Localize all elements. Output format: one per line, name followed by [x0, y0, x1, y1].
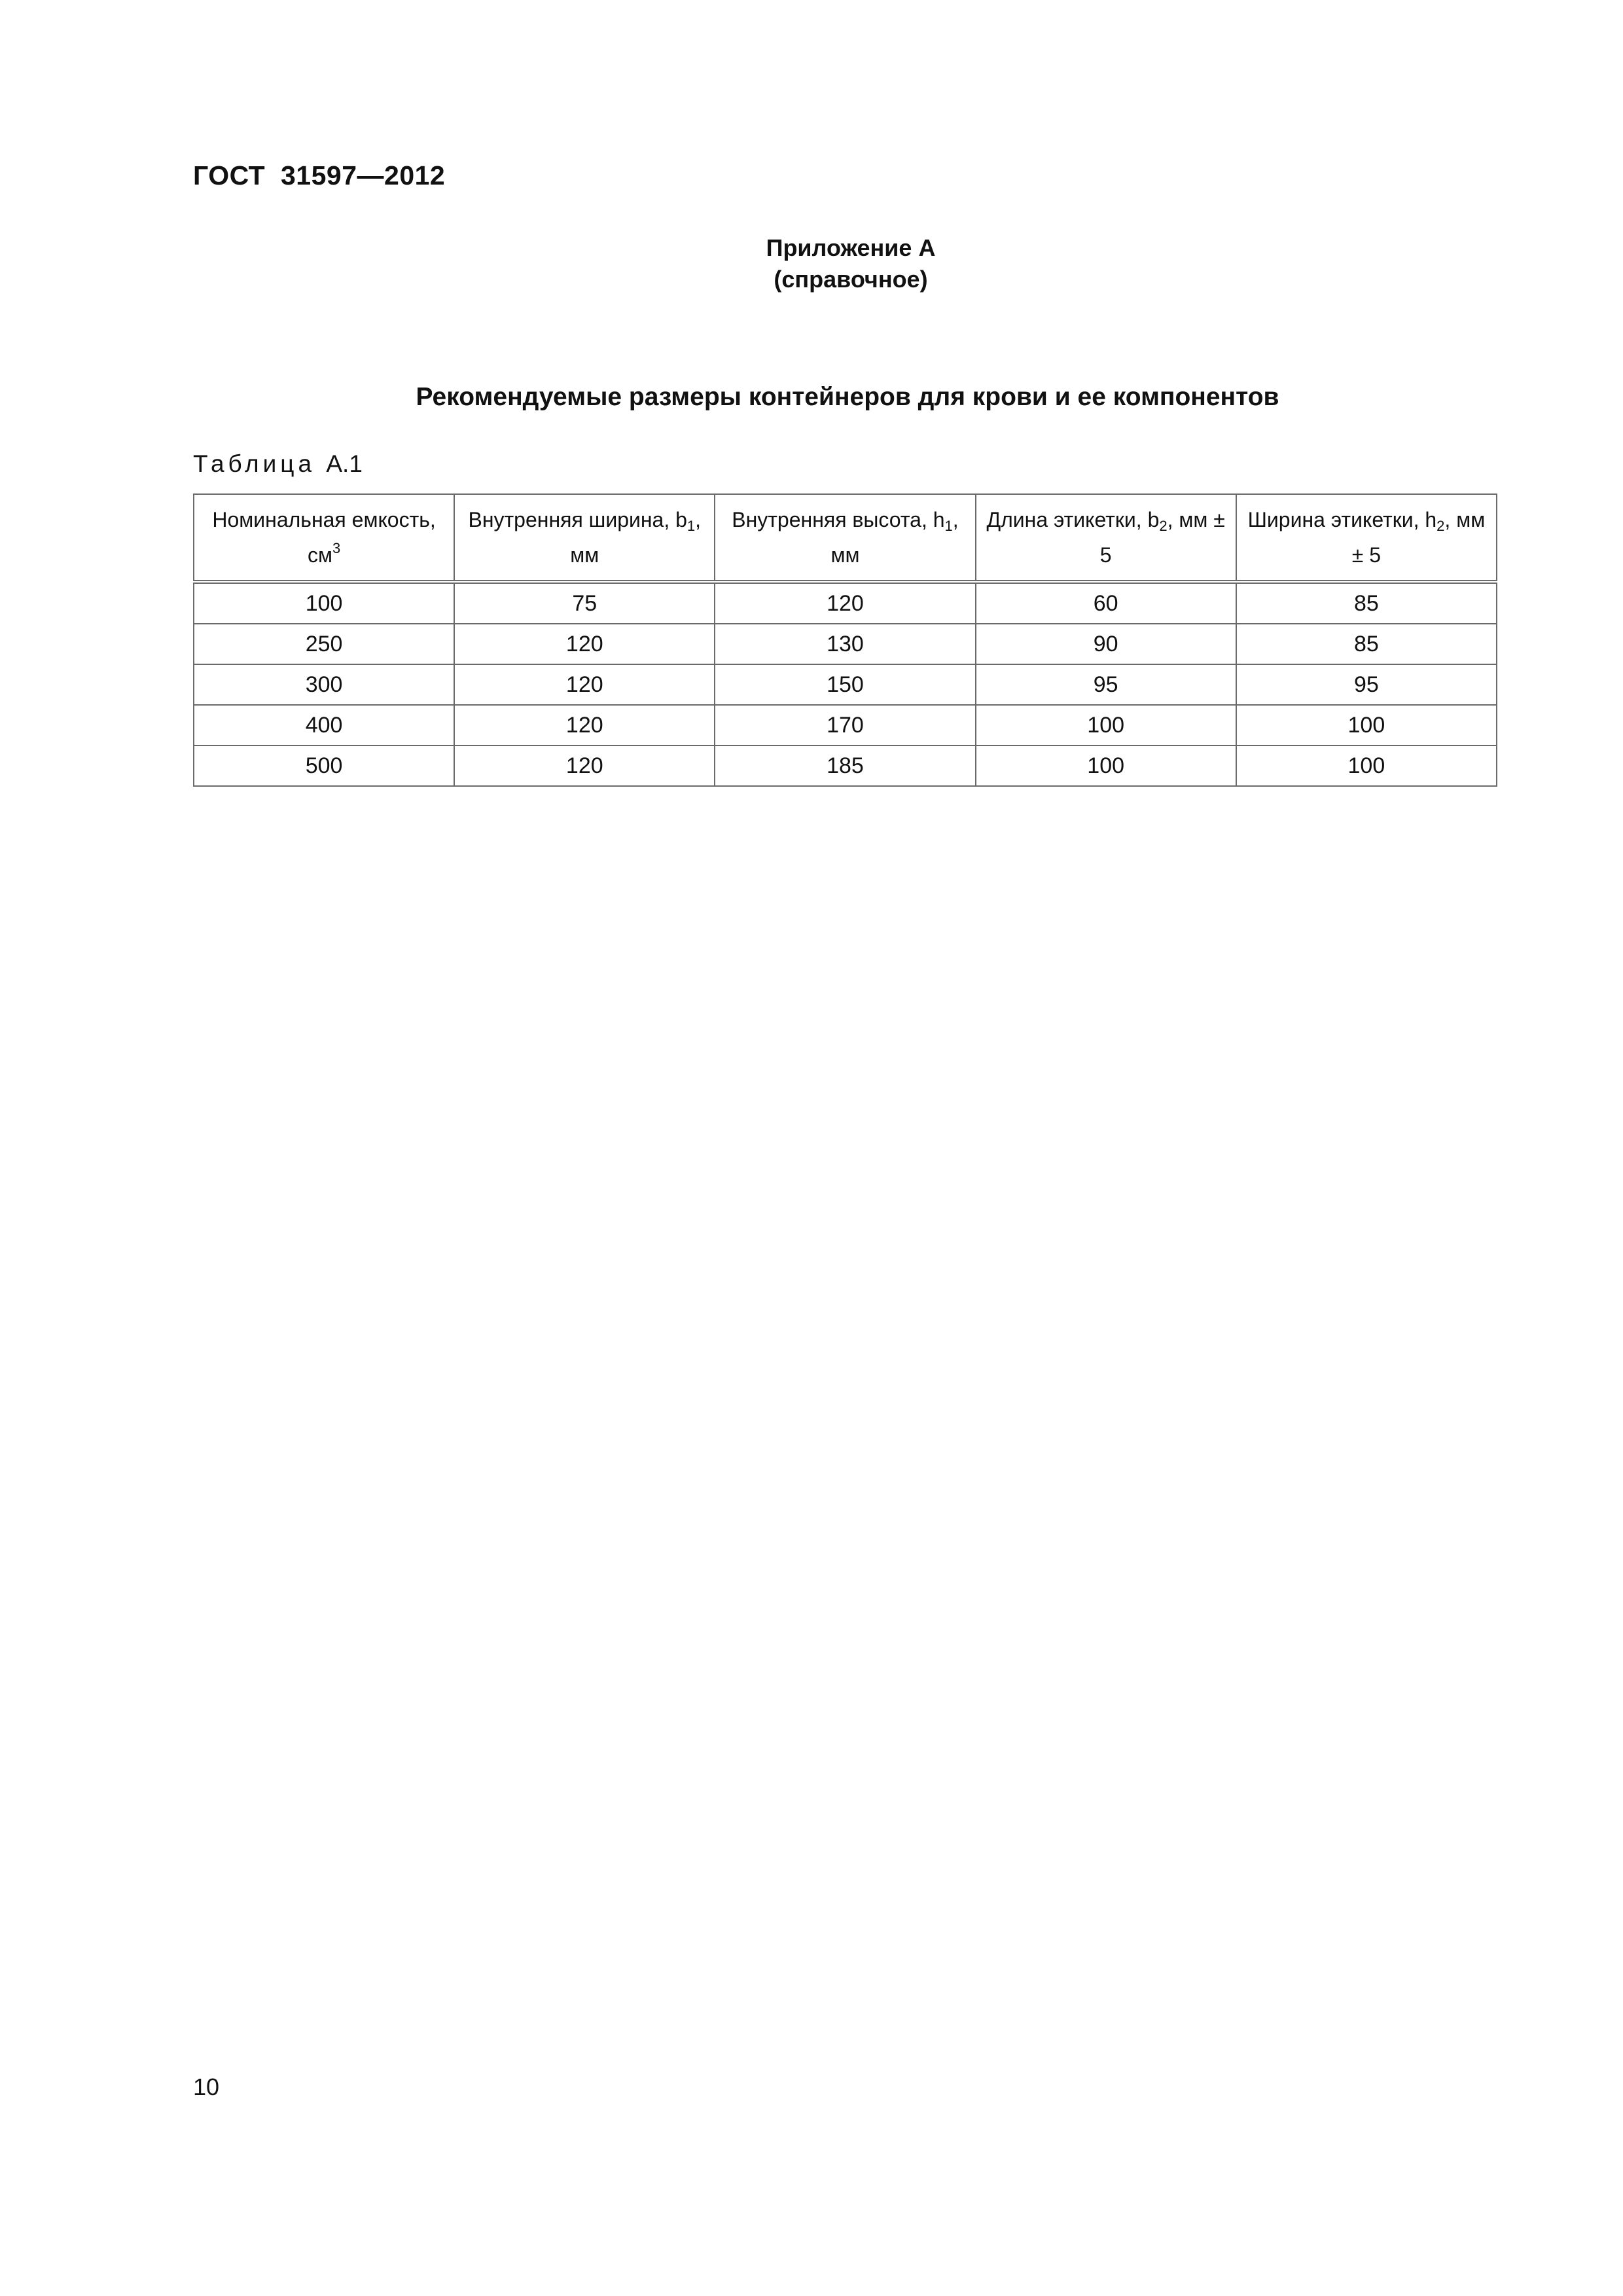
- table-cell: 90: [976, 624, 1236, 664]
- table-cell: 75: [454, 582, 715, 624]
- table-cell: 100: [194, 582, 454, 624]
- table-row: [194, 582, 1497, 624]
- table-cell: 85: [1236, 582, 1497, 624]
- table-cell: 250: [194, 624, 454, 664]
- table-cell: 170: [715, 705, 975, 745]
- table-caption-word: Таблица: [193, 450, 316, 477]
- table-cell: 100: [1236, 745, 1497, 786]
- data-table: [193, 493, 1497, 787]
- table-cell: 500: [194, 745, 454, 786]
- annex-title: Приложение А: [766, 234, 936, 261]
- table-row: [194, 705, 1497, 745]
- header-cell-label-width: Ширина этикетки, $h_2$, мм ± 5: [1236, 494, 1497, 582]
- table-header-row: [194, 494, 1497, 582]
- table-cell: 95: [1236, 664, 1497, 705]
- table-cell: 120: [454, 745, 715, 786]
- table-cell: 85: [1236, 624, 1497, 664]
- page-number: 10: [193, 2073, 220, 2100]
- table-cell: 100: [1236, 705, 1497, 745]
- table-caption: [193, 450, 363, 478]
- header-cell-capacity: Номинальная емкость, $см^3$: [194, 494, 454, 582]
- table-row: [194, 664, 1497, 705]
- table-cell: 300: [194, 664, 454, 705]
- table-cell: 120: [454, 664, 715, 705]
- table-cell: 100: [976, 705, 1236, 745]
- table-cell: 60: [976, 582, 1236, 624]
- header-cell-label-length: Длина этикетки, $b_2$, мм ± 5: [976, 494, 1236, 582]
- table-cell: 185: [715, 745, 975, 786]
- table-row: [194, 745, 1497, 786]
- section-title: Рекомендуемые размеры контейнеров для крови и ее компонентов: [416, 383, 1279, 411]
- table-cell: 120: [454, 624, 715, 664]
- table-cell: 120: [715, 582, 975, 624]
- table-cell: 150: [715, 664, 975, 705]
- table-cell: 120: [454, 705, 715, 745]
- table-cell: 130: [715, 624, 975, 664]
- table-row: [194, 624, 1497, 664]
- table-caption-number: А.1: [326, 450, 363, 477]
- table-cell: 400: [194, 705, 454, 745]
- header-cell-inner-width: Внутренняя ширина, $b_1$, мм: [454, 494, 715, 582]
- document-id: ГОСТ 31597—2012: [193, 160, 446, 190]
- table-cell: 100: [976, 745, 1236, 786]
- header-cell-inner-height: Внутренняя высота, $h_1$, мм: [715, 494, 975, 582]
- annex-heading: [681, 232, 1021, 295]
- annex-subtitle: (справочное): [774, 266, 928, 293]
- table-cell: 95: [976, 664, 1236, 705]
